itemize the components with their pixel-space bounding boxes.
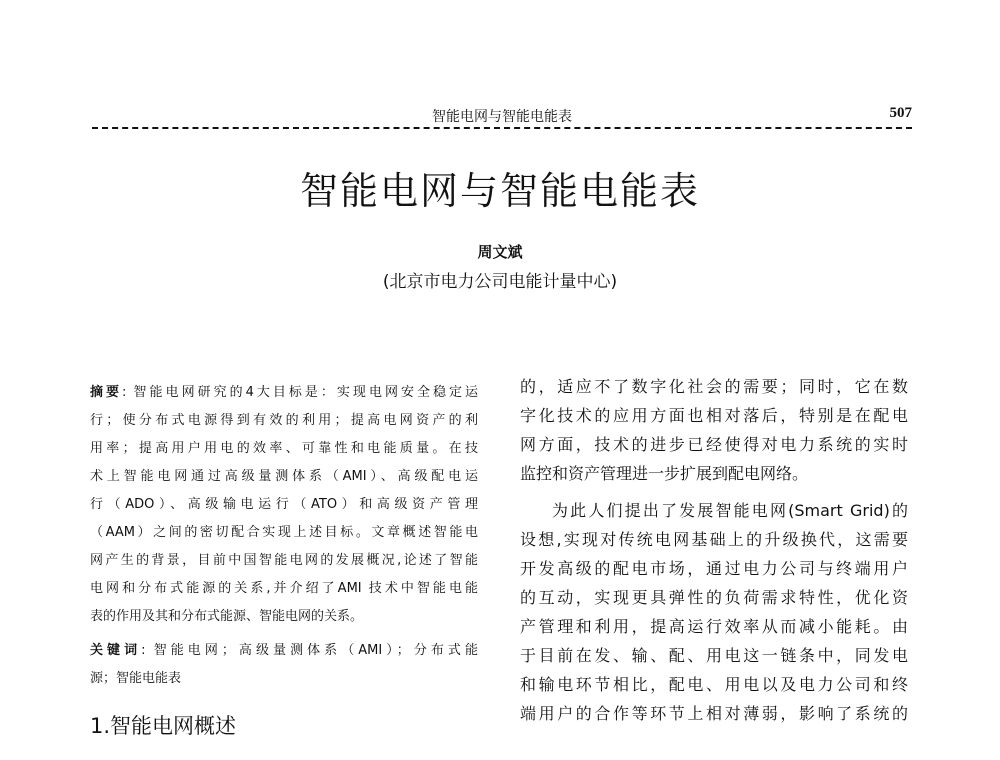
body-line: 的，适应不了数字化社会的需要；同时，它在数 xyxy=(520,377,908,396)
body-column xyxy=(520,372,908,728)
abstract-line: 电网和分布式能源的关系,并介绍了AMI 技术中智能电能 xyxy=(90,581,478,596)
author-name: 周文斌 xyxy=(477,243,523,261)
abstract-line: 表的作用及其和分布式能源、智能电网的关系。 xyxy=(90,609,364,624)
running-header xyxy=(92,100,912,130)
body-line: 字化技术的应用方面也相对落后，特别是在配电 xyxy=(520,406,908,425)
header-divider xyxy=(92,127,912,129)
abstract-line: 行；使分布式电源得到有效的利用；提高电网资产的利 xyxy=(90,413,478,428)
abstract-column xyxy=(90,379,478,693)
keywords-label: 关键词 xyxy=(90,643,142,658)
abstract-line: 用率；提高用户用电的效率、可靠性和电能质量。在技 xyxy=(90,441,478,456)
body-line: 的互动，实现更具弹性的负荷需求特性，优化资 xyxy=(520,588,908,607)
body-line: 开发高级的配电市场，通过电力公司与终端用户 xyxy=(520,559,908,578)
paragraph-gap xyxy=(520,488,908,496)
keywords-line-text: : 智能电网；高级量测体系（AMI）；分布式能 xyxy=(141,643,478,658)
abstract-line: 网产生的背景，目前中国智能电网的发展概况,论述了智能 xyxy=(90,553,478,568)
abstract-line-text: : 智能电网研究的4大目标是：实现电网安全稳定运 xyxy=(122,385,478,400)
keywords-line: 源；智能电能表 xyxy=(90,671,182,686)
body-line: 和输电环节相比，配电、用电以及电力公司和终 xyxy=(520,675,908,694)
page-number: 507 xyxy=(889,105,912,121)
abstract-line xyxy=(90,379,478,407)
abstract-label: 摘要 xyxy=(90,385,123,400)
paper-title: 智能电网与智能电能表 xyxy=(299,169,700,213)
abstract-line: （AAM）之间的密切配合实现上述目标。文章概述智能电 xyxy=(90,525,478,540)
abstract-line: 术上智能电网通过高级量测体系（AMI）、高级配电运 xyxy=(90,469,478,484)
body-line: 产管理和利用，提高运行效率从而减小能耗。由 xyxy=(520,617,908,636)
author-affiliation: (北京市电力公司电能计量中心) xyxy=(382,272,618,292)
body-line: 监控和资产管理进一步扩展到配电网络。 xyxy=(520,464,809,483)
keywords-block xyxy=(90,637,478,693)
keywords-line xyxy=(90,637,478,665)
body-line: 网方面，技术的进步已经使得对电力系统的实时 xyxy=(520,435,908,454)
section-heading: 1.智能电网概述 xyxy=(90,714,237,738)
body-line: 于目前在发、输、配、用电这一链条中，同发电 xyxy=(520,646,908,665)
body-line: 端用户的合作等环节上相对薄弱，影响了系统的 xyxy=(520,704,908,723)
body-line: 为此人们提出了发展智能电网(Smart Grid)的 xyxy=(552,501,908,520)
running-header-title: 智能电网与智能电能表 xyxy=(432,109,572,125)
body-line: 设想,实现对传统电网基础上的升级换代，这需要 xyxy=(520,530,908,549)
abstract-line: 行（ADO）、高级输电运行（ATO）和高级资产管理 xyxy=(90,497,478,512)
